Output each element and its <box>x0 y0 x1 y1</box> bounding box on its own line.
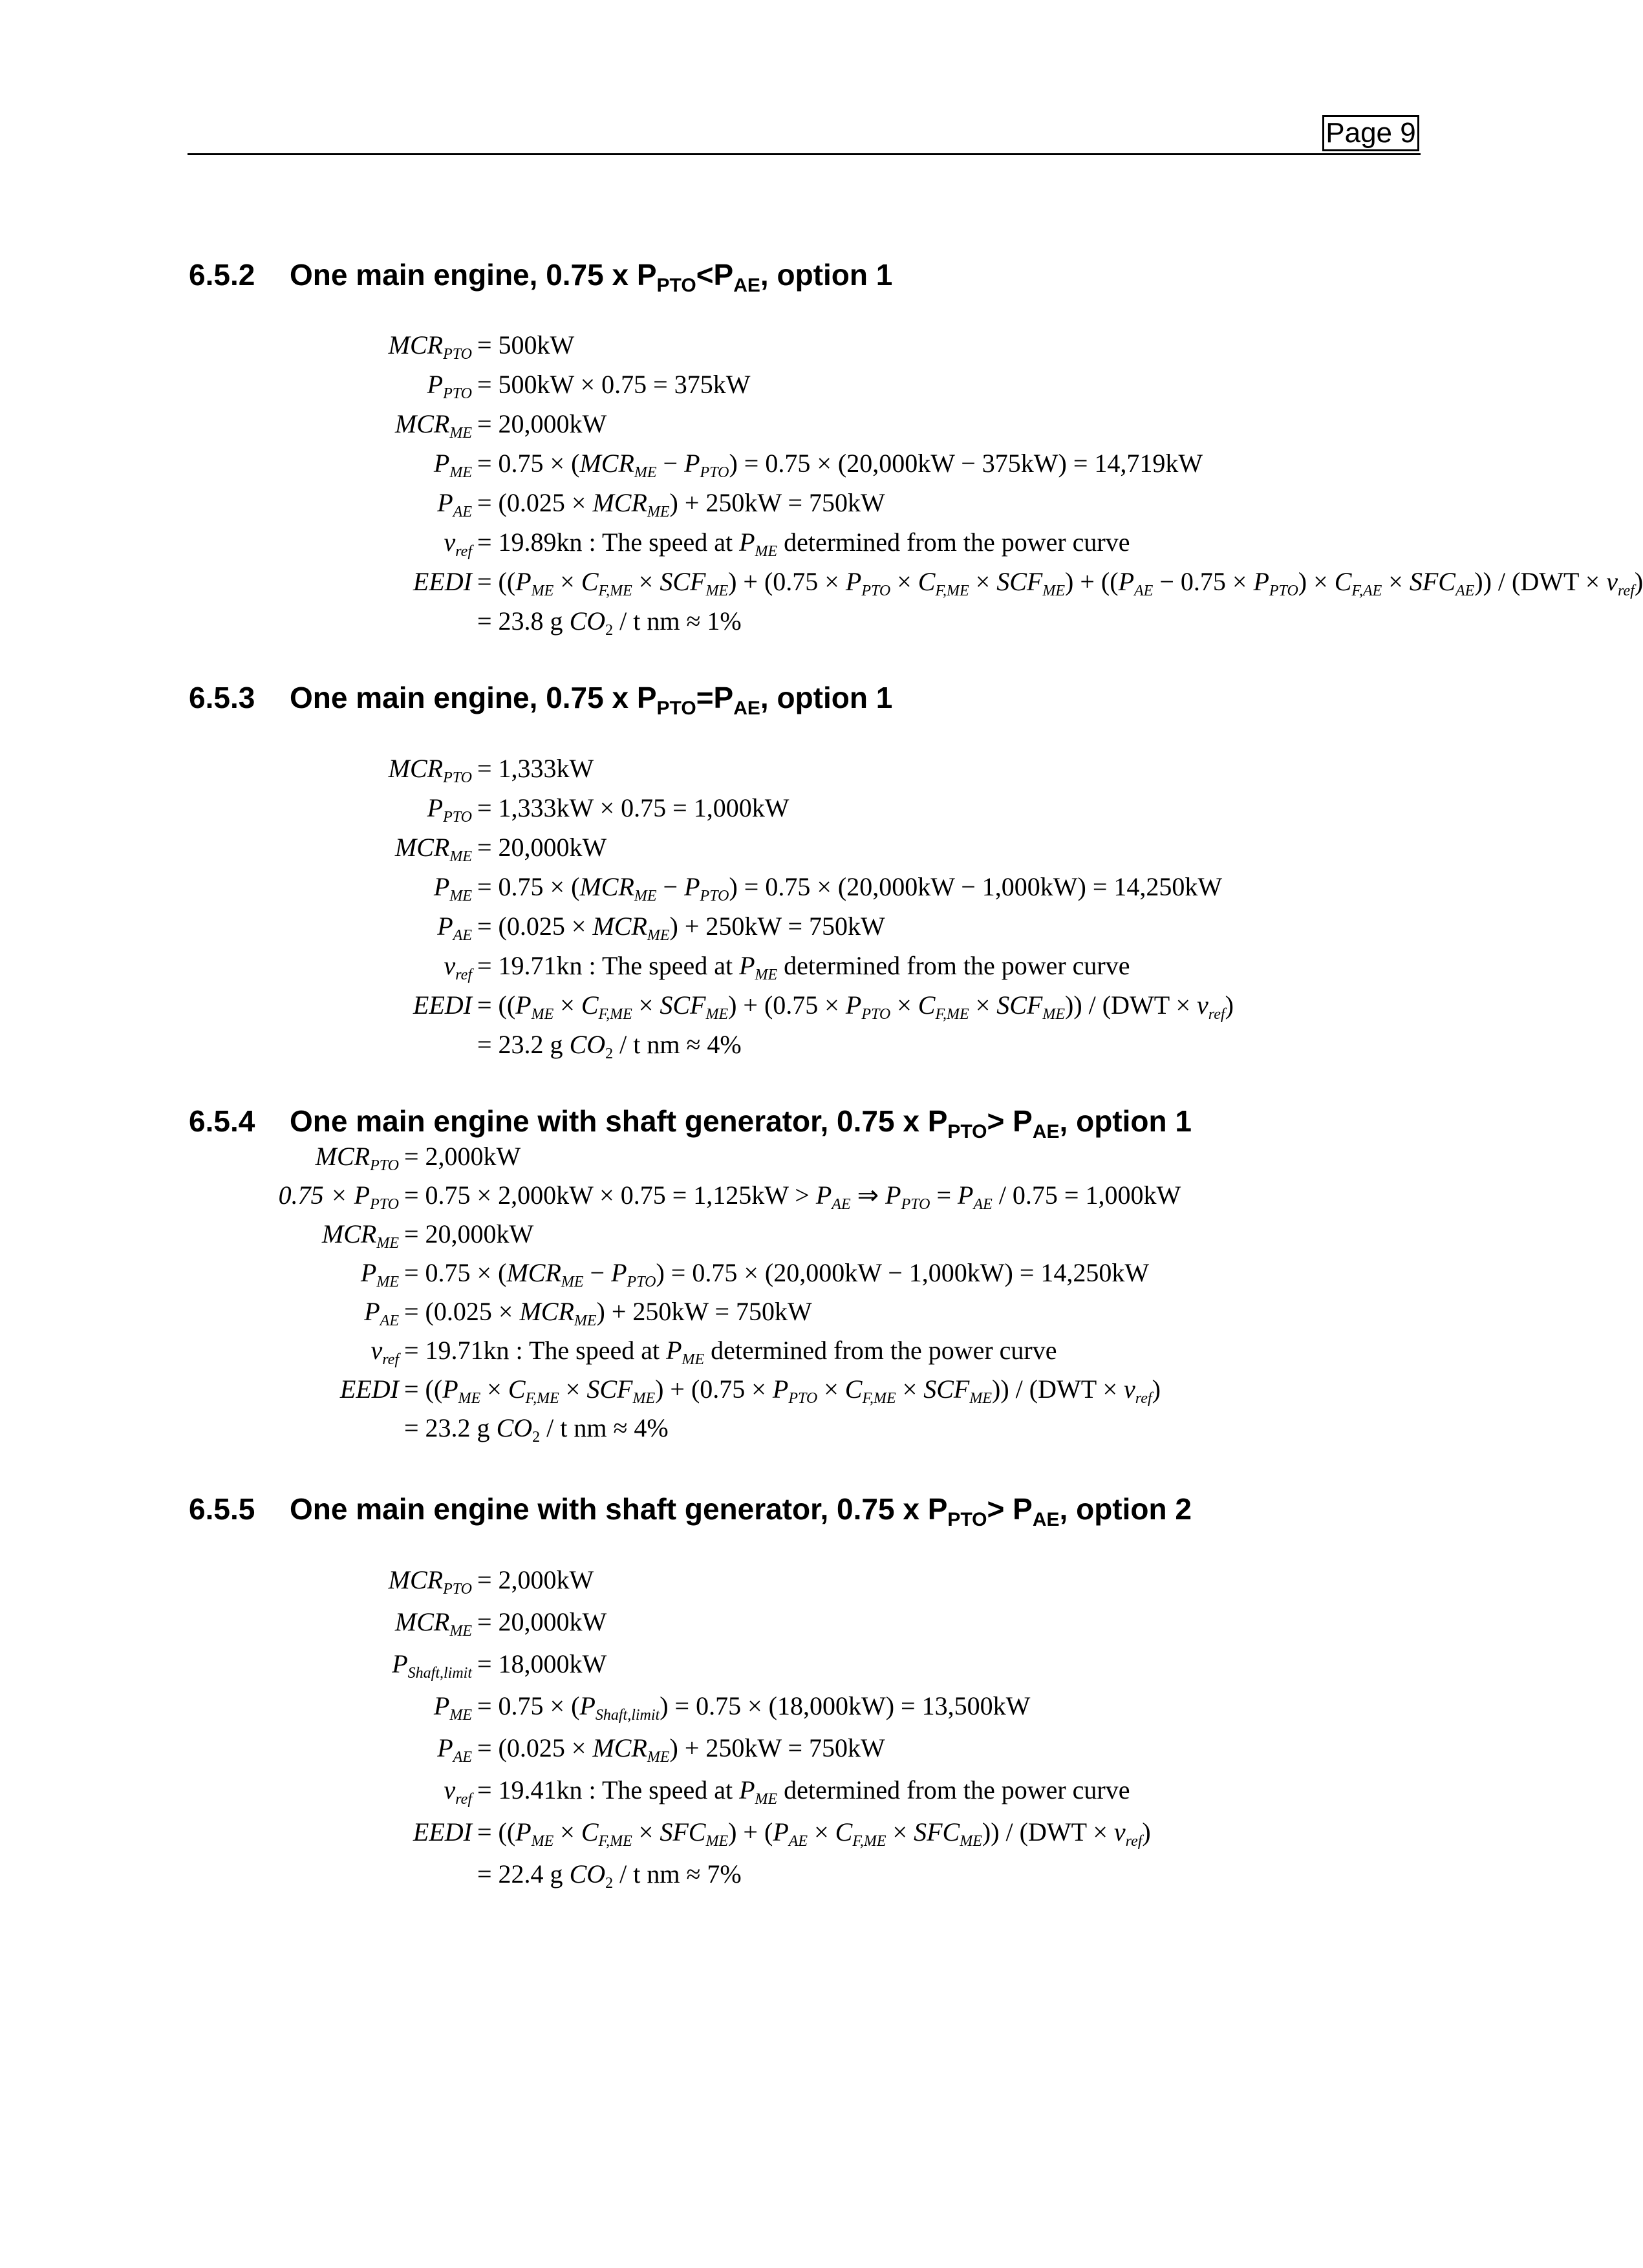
equation-lhs: $v_{ref}$ <box>444 1775 472 1808</box>
equation-rhs: = $(0.025 \times MCR_{ME}) + 250kW = 750kW$ <box>404 1297 812 1329</box>
section-heading-6-5-5 <box>189 1492 1192 1531</box>
equation-rhs: = $((P_{ME} \times C_{F,ME} \times SCF_{ME}) + (0.75 \times P_{PTO} \times C_{F,ME} \times SCF_{ME}) + ((P_{AE} - 0.75 \times P_{PTO}) \times C_{F,AE} \times SFC_{AE})) / (DWT \times v_{ref})$ <box>477 567 1643 599</box>
equation-rhs: = $0.75 \times 2,000kW \times 0.75 = 1,125kW > P_{AE}$ ⇒ $P_{PTO} = P_{AE} / 0.75 = 1,000kW$ <box>404 1181 1181 1213</box>
equation-lhs: $P_{PTO}$ <box>427 370 472 402</box>
equation-rhs: = 500kW <box>477 330 575 359</box>
equation-rhs: = $0.75 \times (MCR_{ME} - P_{PTO}) = 0.75 \times (20,000kW - 1,000kW) = 14,250kW$ <box>477 872 1223 904</box>
section-title: One main engine with shaft generator, 0.75 x $P_{PTO}> P_{AE}$, option 1 <box>290 1104 1192 1142</box>
equation-lhs: $MCR_{PTO}$ <box>315 1142 399 1174</box>
equation-rhs: = 20,000kW <box>404 1219 534 1248</box>
equation-rhs: = 19.71kn : The speed at $P_{ME}$ determined from the power curve <box>477 951 1130 983</box>
equation-lhs: $MCR_{ME}$ <box>321 1219 399 1252</box>
equation-rhs: = $(0.025 \times MCR_{ME}) + 250kW = 750kW$ <box>477 1733 885 1766</box>
equation-rhs: = $((P_{ME} \times C_{F,ME} \times SCF_{ME}) + (0.75 \times P_{PTO} \times C_{F,ME} \times SCF_{ME})) / (DWT \times v_{ref})$ <box>404 1375 1161 1407</box>
equation-lhs: $v_{ref}$ <box>370 1336 399 1368</box>
section-title: One main engine with shaft generator, 0.75 x $P_{PTO}> P_{AE}$, option 2 <box>290 1492 1192 1530</box>
section-number: 6.5.5 <box>189 1492 255 1526</box>
equation-rhs: = $0.75 \times (MCR_{ME} - P_{PTO}) = 0.75 \times (20,000kW - 1,000kW) = 14,250kW$ <box>404 1258 1150 1290</box>
section-number: 6.5.3 <box>189 681 255 714</box>
page-number: Page 9 <box>1322 115 1419 151</box>
equation-rhs: = $0.75 \times (P_{Shaft,limit}) = 0.75 \times (18,000kW) = 13,500kW$ <box>477 1691 1031 1724</box>
equation-rhs: = 500kW × 0.75 = 375kW <box>477 370 751 399</box>
equation-rhs: = 2,000kW <box>404 1142 521 1171</box>
equation-lhs: $P_{AE}$ <box>364 1297 399 1329</box>
equation-lhs: EEDI <box>339 1375 399 1404</box>
equation-lhs: $P_{AE}$ <box>437 488 472 520</box>
equation-rhs: = 23.8 g $CO_2$ / t nm ≈ 1% <box>477 606 742 639</box>
equation-lhs: $MCR_{ME}$ <box>394 833 472 865</box>
equation-rhs: = $(0.025 \times MCR_{ME}) + 250kW = 750kW$ <box>477 912 885 944</box>
equation-rhs: = 18,000kW <box>477 1649 607 1678</box>
equation-lhs: $v_{ref}$ <box>444 951 472 983</box>
equation-lhs: EEDI <box>413 1817 472 1846</box>
equation-rhs: = 19.89kn : The speed at $P_{ME}$ determined from the power curve <box>477 528 1130 560</box>
section-number: 6.5.2 <box>189 258 255 292</box>
equation-lhs: $MCR_{PTO}$ <box>388 1565 472 1598</box>
equation-lhs: EEDI <box>413 567 472 596</box>
equation-rhs: = $((P_{ME} \times C_{F,ME} \times SFC_{ME}) + (P_{AE} \times C_{F,ME} \times SFC_{ME})) / (DWT \times v_{ref})$ <box>477 1817 1151 1850</box>
section-heading-6-5-2 <box>189 257 892 297</box>
equation-lhs: $MCR_{ME}$ <box>394 409 472 442</box>
equation-lhs: $P_{AE}$ <box>437 1733 472 1766</box>
equation-rhs: = 1,333kW <box>477 754 594 783</box>
equation-lhs: $v_{ref}$ <box>444 528 472 560</box>
equation-lhs: $P_{PTO}$ <box>427 793 472 826</box>
equation-lhs: $MCR_{PTO}$ <box>388 754 472 786</box>
section-heading-6-5-4 <box>189 1104 1192 1143</box>
equation-rhs: = 19.71kn : The speed at $P_{ME}$ determined from the power curve <box>404 1336 1057 1368</box>
equation-rhs: = 22.4 g $CO_2$ / t nm ≈ 7% <box>477 1859 742 1892</box>
header-rule <box>188 153 1421 155</box>
section-title: One main engine, 0.75 x $P_{PTO}<P_{AE}$, option 1 <box>290 258 893 296</box>
equation-lhs: $P_{Shaft,limit}$ <box>392 1649 472 1682</box>
equation-rhs: = 19.41kn : The speed at $P_{ME}$ determined from the power curve <box>477 1775 1130 1808</box>
equation-lhs: EEDI <box>413 990 472 1020</box>
equation-lhs: $P_{ME}$ <box>433 872 472 904</box>
equation-lhs: $P_{ME}$ <box>433 1691 472 1724</box>
equation-lhs: $P_{ME}$ <box>360 1258 399 1290</box>
equation-rhs: = 20,000kW <box>477 1607 607 1636</box>
equation-rhs: = 23.2 g $CO_2$ / t nm ≈ 4% <box>477 1030 742 1062</box>
equation-rhs: = 1,333kW × 0.75 = 1,000kW <box>477 793 789 822</box>
equation-rhs: = $0.75 \times (MCR_{ME} - P_{PTO}) = 0.75 \times (20,000kW - 375kW) = 14,719kW$ <box>477 449 1203 481</box>
equation-rhs: = 20,000kW <box>477 833 607 862</box>
equation-lhs: $P_{AE}$ <box>437 912 472 944</box>
section-heading-6-5-3 <box>189 680 892 720</box>
equation-lhs: $P_{ME}$ <box>433 449 472 481</box>
equation-rhs: = 2,000kW <box>477 1565 594 1594</box>
equation-lhs: $0.75 \times P_{PTO}$ <box>278 1181 399 1213</box>
equation-rhs: = 20,000kW <box>477 409 607 438</box>
equation-rhs: = $(0.025 \times MCR_{ME}) + 250kW = 750kW$ <box>477 488 885 520</box>
section-title: One main engine, 0.75 x $P_{PTO}=P_{AE}$, option 1 <box>290 681 893 719</box>
section-number: 6.5.4 <box>189 1104 255 1138</box>
equation-lhs: $MCR_{ME}$ <box>394 1607 472 1640</box>
equation-rhs: = $((P_{ME} \times C_{F,ME} \times SCF_{ME}) + (0.75 \times P_{PTO} \times C_{F,ME} \times SCF_{ME})) / (DWT \times v_{ref})$ <box>477 990 1234 1023</box>
equation-rhs: = 23.2 g $CO_2$ / t nm ≈ 4% <box>404 1413 669 1446</box>
equation-lhs: $MCR_{PTO}$ <box>388 330 472 363</box>
